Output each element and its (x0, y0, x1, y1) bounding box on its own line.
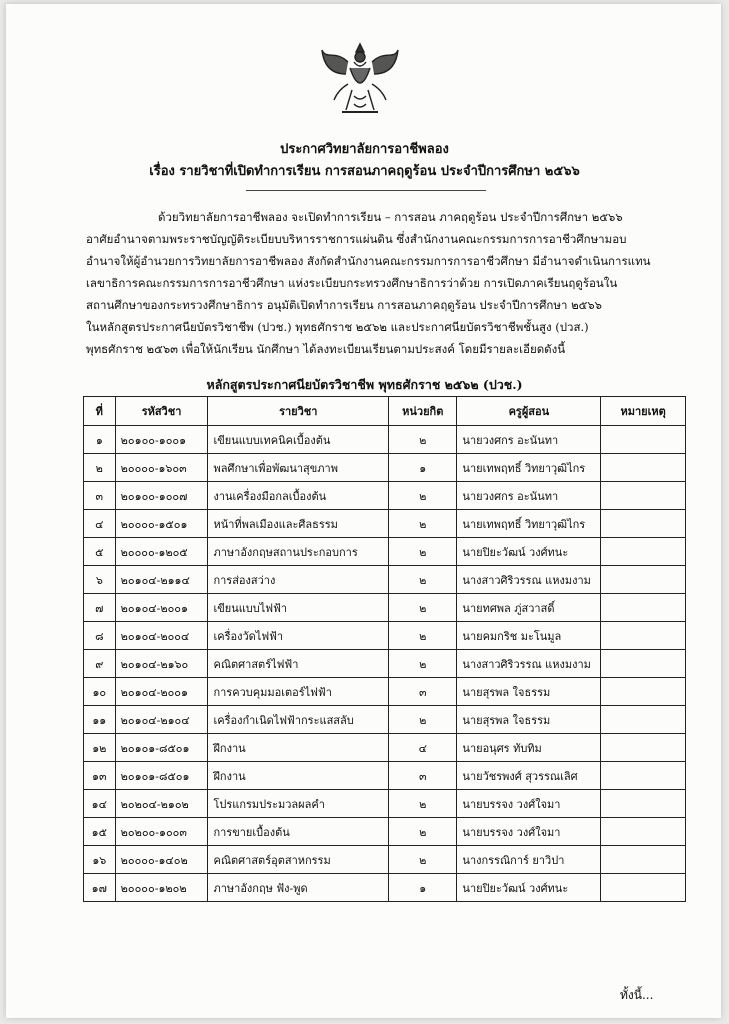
cell-subject: ภาษาอังกฤษ ฟัง-พูด (208, 874, 389, 902)
cell-credits: ๒ (389, 538, 457, 566)
cell-code: ๒๐๑๐๐-๑๐๐๑ (115, 426, 208, 454)
table-row (84, 538, 686, 566)
cell-teacher: นายคมกริช มะโนมูล (457, 622, 601, 650)
cell-remark (601, 874, 686, 902)
cell-code: ๒๐๐๐๐-๑๔๐๒ (115, 846, 208, 874)
cell-remark (601, 650, 686, 678)
table-row (84, 874, 686, 902)
cell-subject: การส่องสว่าง (208, 566, 389, 594)
cell-no: ๓ (84, 482, 116, 510)
announcement-body (86, 206, 686, 360)
cell-remark (601, 510, 686, 538)
cell-remark (601, 566, 686, 594)
cell-code: ๒๐๐๐๐-๑๒๐๕ (115, 538, 208, 566)
cell-credits: ๔ (389, 734, 457, 762)
cell-teacher: นายปิยะวัฒน์ วงศ์ทนะ (457, 538, 601, 566)
cell-code: ๒๐๐๐๐-๑๖๐๓ (115, 454, 208, 482)
cell-code: ๒๐๑๐๔-๒๐๐๑ (115, 594, 208, 622)
cell-teacher: นายทศพล ภู่สวาสดิ์ (457, 594, 601, 622)
cell-teacher: นางกรรณิการ์ ยาวิปา (457, 846, 601, 874)
cell-remark (601, 454, 686, 482)
cell-remark (601, 678, 686, 706)
cell-credits: ๒ (389, 650, 457, 678)
cell-teacher: นายบรรจง วงศ์ใจมา (457, 790, 601, 818)
body-line: ด้วยวิทยาลัยการอาชีพลอง จะเปิดทำการเรียน – การสอน ภาคฤดูร้อน ประจำปีการศึกษา ๒๕๖๖ (158, 210, 623, 224)
cell-subject: เครื่องวัดไฟฟ้า (208, 622, 389, 650)
table-header-row (84, 397, 686, 426)
cell-remark (601, 706, 686, 734)
cell-credits: ๒ (389, 790, 457, 818)
cell-credits: ๒ (389, 818, 457, 846)
body-line: เลขาธิการคณะกรรมการการอาชีวศึกษา แห่งระเบียบกระทรวงศึกษาธิการว่าด้วย การเปิดภาคเรียนฤดูร้อนใน (86, 276, 618, 290)
cell-subject: หน้าที่พลเมืองและศีลธรรม (208, 510, 389, 538)
cell-code: ๒๐๒๐๔-๒๑๐๒ (115, 790, 208, 818)
cell-subject: การควบคุมมอเตอร์ไฟฟ้า (208, 678, 389, 706)
cell-no: ๑๐ (84, 678, 116, 706)
cell-credits: ๑ (389, 874, 457, 902)
table-row (84, 846, 686, 874)
cell-code: ๒๐๑๐๔-๒๐๐๑ (115, 678, 208, 706)
cell-remark (601, 482, 686, 510)
table-row (84, 650, 686, 678)
continuation-note: ทั้งนี้... (620, 988, 654, 1002)
cell-teacher: นายสุรพล ใจธรรม (457, 678, 601, 706)
cell-remark (601, 846, 686, 874)
cell-no: ๕ (84, 538, 116, 566)
cell-no: ๑๒ (84, 734, 116, 762)
table-row (84, 706, 686, 734)
cell-remark (601, 762, 686, 790)
table-row (84, 790, 686, 818)
cell-no: ๑๓ (84, 762, 116, 790)
cell-teacher: นางสาวศิริวรรณ แหงมงาม (457, 566, 601, 594)
header-subject: รายวิชา (208, 397, 389, 426)
body-line: อาศัยอำนาจตามพระราชบัญญัติระเบียบบริหารราชการแผ่นดิน ซึ่งสำนักงานคณะกรรมการการอาชีวศึกษามอบ (86, 232, 627, 246)
announcement-subject: เรื่อง รายวิชาที่เปิดทำการเรียน การสอนภาคฤดูร้อน ประจำปีการศึกษา ๒๕๖๖ (149, 164, 580, 179)
cell-no: ๔ (84, 510, 116, 538)
table-row (84, 734, 686, 762)
garuda-emblem-icon (318, 40, 402, 120)
cell-code: ๒๐๒๐๐-๑๐๐๓ (115, 818, 208, 846)
body-line: อำนาจให้ผู้อำนวยการวิทยาลัยการอาชีพลอง สังกัดสำนักงานคณะกรรมการการอาชีวศึกษา มีอำนาจดำเนินการแทน (86, 254, 651, 268)
cell-code: ๒๐๐๐๐-๑๒๐๒ (115, 874, 208, 902)
cell-subject: เขียนแบบไฟฟ้า (208, 594, 389, 622)
table-row (84, 678, 686, 706)
cell-code: ๒๐๑๐๑-๘๕๐๑ (115, 762, 208, 790)
header-no: ที่ (84, 397, 116, 426)
cell-code: ๒๐๐๐๐-๑๕๐๑ (115, 510, 208, 538)
cell-credits: ๒ (389, 846, 457, 874)
cell-subject: คณิตศาสตร์ไฟฟ้า (208, 650, 389, 678)
header-credits: หน่วยกิต (389, 397, 457, 426)
cell-teacher: นายวงศกร อะนันทา (457, 426, 601, 454)
cell-remark (601, 790, 686, 818)
cell-subject: โปรแกรมประมวลผลคำ (208, 790, 389, 818)
cell-subject: ฝึกงาน (208, 762, 389, 790)
header-teacher: ครูผู้สอน (457, 397, 601, 426)
cell-code: ๒๐๑๐๐-๑๐๐๗ (115, 482, 208, 510)
divider (246, 190, 486, 191)
cell-teacher: นายเทพฤทธิ์ วิทยาวุฒิไกร (457, 510, 601, 538)
cell-no: ๖ (84, 566, 116, 594)
cell-teacher: นายปิยะวัฒน์ วงศ์ทนะ (457, 874, 601, 902)
cell-subject: ภาษาอังกฤษสถานประกอบการ (208, 538, 389, 566)
cell-no: ๑๔ (84, 790, 116, 818)
table-row (84, 510, 686, 538)
cell-teacher: นางสาวศิริวรรณ แหงมงาม (457, 650, 601, 678)
cell-subject: งานเครื่องมือกลเบื้องต้น (208, 482, 389, 510)
table-row (84, 454, 686, 482)
cell-no: ๗ (84, 594, 116, 622)
cell-credits: ๒ (389, 426, 457, 454)
cell-credits: ๒ (389, 482, 457, 510)
cell-code: ๒๐๑๐๑-๘๕๐๑ (115, 734, 208, 762)
body-line: พุทธศักราช ๒๕๖๓ เพื่อให้นักเรียน นักศึกษา ได้ลงทะเบียนเรียนตามประสงค์ โดยมีรายละเอียดดังนี้ (86, 342, 566, 356)
cell-no: ๑๖ (84, 846, 116, 874)
cell-subject: เขียนแบบเทคนิคเบื้องต้น (208, 426, 389, 454)
cell-subject: พลศึกษาเพื่อพัฒนาสุขภาพ (208, 454, 389, 482)
cell-teacher: นายบรรจง วงศ์ใจมา (457, 818, 601, 846)
body-line: สถานศึกษาของกระทรวงศึกษาธิการ อนุมัติเปิดทำการเรียน การสอนภาคฤดูร้อน ประจำปีการศึกษา ๒๕๖๖ (86, 298, 602, 312)
table-row (84, 566, 686, 594)
header-remark: หมายเหตุ (601, 397, 686, 426)
header-code: รหัสวิชา (115, 397, 208, 426)
body-line: ในหลักสูตรประกาศนียบัตรวิชาชีพ (ปวช.) พุทธศักราช ๒๕๖๒ และประกาศนียบัตรวิชาชีพชั้นสูง (ปวส.) (86, 320, 589, 334)
cell-remark (601, 538, 686, 566)
cell-teacher: นายอนุศร ทับทิม (457, 734, 601, 762)
table-row (84, 762, 686, 790)
cell-no: ๒ (84, 454, 116, 482)
cell-no: ๑ (84, 426, 116, 454)
cell-credits: ๒ (389, 566, 457, 594)
cell-credits: ๒ (389, 622, 457, 650)
cell-credits: ๓ (389, 762, 457, 790)
cell-subject: เครื่องกำเนิดไฟฟ้ากระแสสลับ (208, 706, 389, 734)
cell-code: ๒๐๑๐๔-๒๑๖๐ (115, 650, 208, 678)
cell-credits: ๒ (389, 594, 457, 622)
cell-remark (601, 622, 686, 650)
cell-no: ๘ (84, 622, 116, 650)
cell-no: ๑๗ (84, 874, 116, 902)
cell-teacher: นายวัชรพงศ์ สุวรรณเลิศ (457, 762, 601, 790)
cell-no: ๑๑ (84, 706, 116, 734)
announcement-title: ประกาศวิทยาลัยการอาชีพลอง (280, 142, 449, 157)
cell-credits: ๑ (389, 454, 457, 482)
table-caption: หลักสูตรประกาศนียบัตรวิชาชีพ พุทธศักราช ๒๕๖๒ (ปวช.) (206, 377, 523, 392)
cell-code: ๒๐๑๐๔-๒๐๐๔ (115, 622, 208, 650)
cell-teacher: นายสุรพล ใจธรรม (457, 706, 601, 734)
cell-subject: คณิตศาสตร์อุตสาหกรรม (208, 846, 389, 874)
table-row (84, 622, 686, 650)
cell-credits: ๒ (389, 706, 457, 734)
cell-code: ๒๐๑๐๔-๒๑๑๔ (115, 566, 208, 594)
cell-teacher: นายเทพฤทธิ์ วิทยาวุฒิไกร (457, 454, 601, 482)
table-row (84, 594, 686, 622)
cell-remark (601, 594, 686, 622)
cell-no: ๑๕ (84, 818, 116, 846)
course-table (83, 396, 686, 902)
table-row (84, 426, 686, 454)
cell-credits: ๒ (389, 510, 457, 538)
table-row (84, 818, 686, 846)
cell-credits: ๓ (389, 678, 457, 706)
cell-subject: การขายเบื้องต้น (208, 818, 389, 846)
cell-teacher: นายวงศกร อะนันทา (457, 482, 601, 510)
cell-subject: ฝึกงาน (208, 734, 389, 762)
cell-remark (601, 426, 686, 454)
cell-remark (601, 818, 686, 846)
cell-no: ๙ (84, 650, 116, 678)
cell-code: ๒๐๑๐๔-๒๑๐๔ (115, 706, 208, 734)
table-row (84, 482, 686, 510)
cell-remark (601, 734, 686, 762)
